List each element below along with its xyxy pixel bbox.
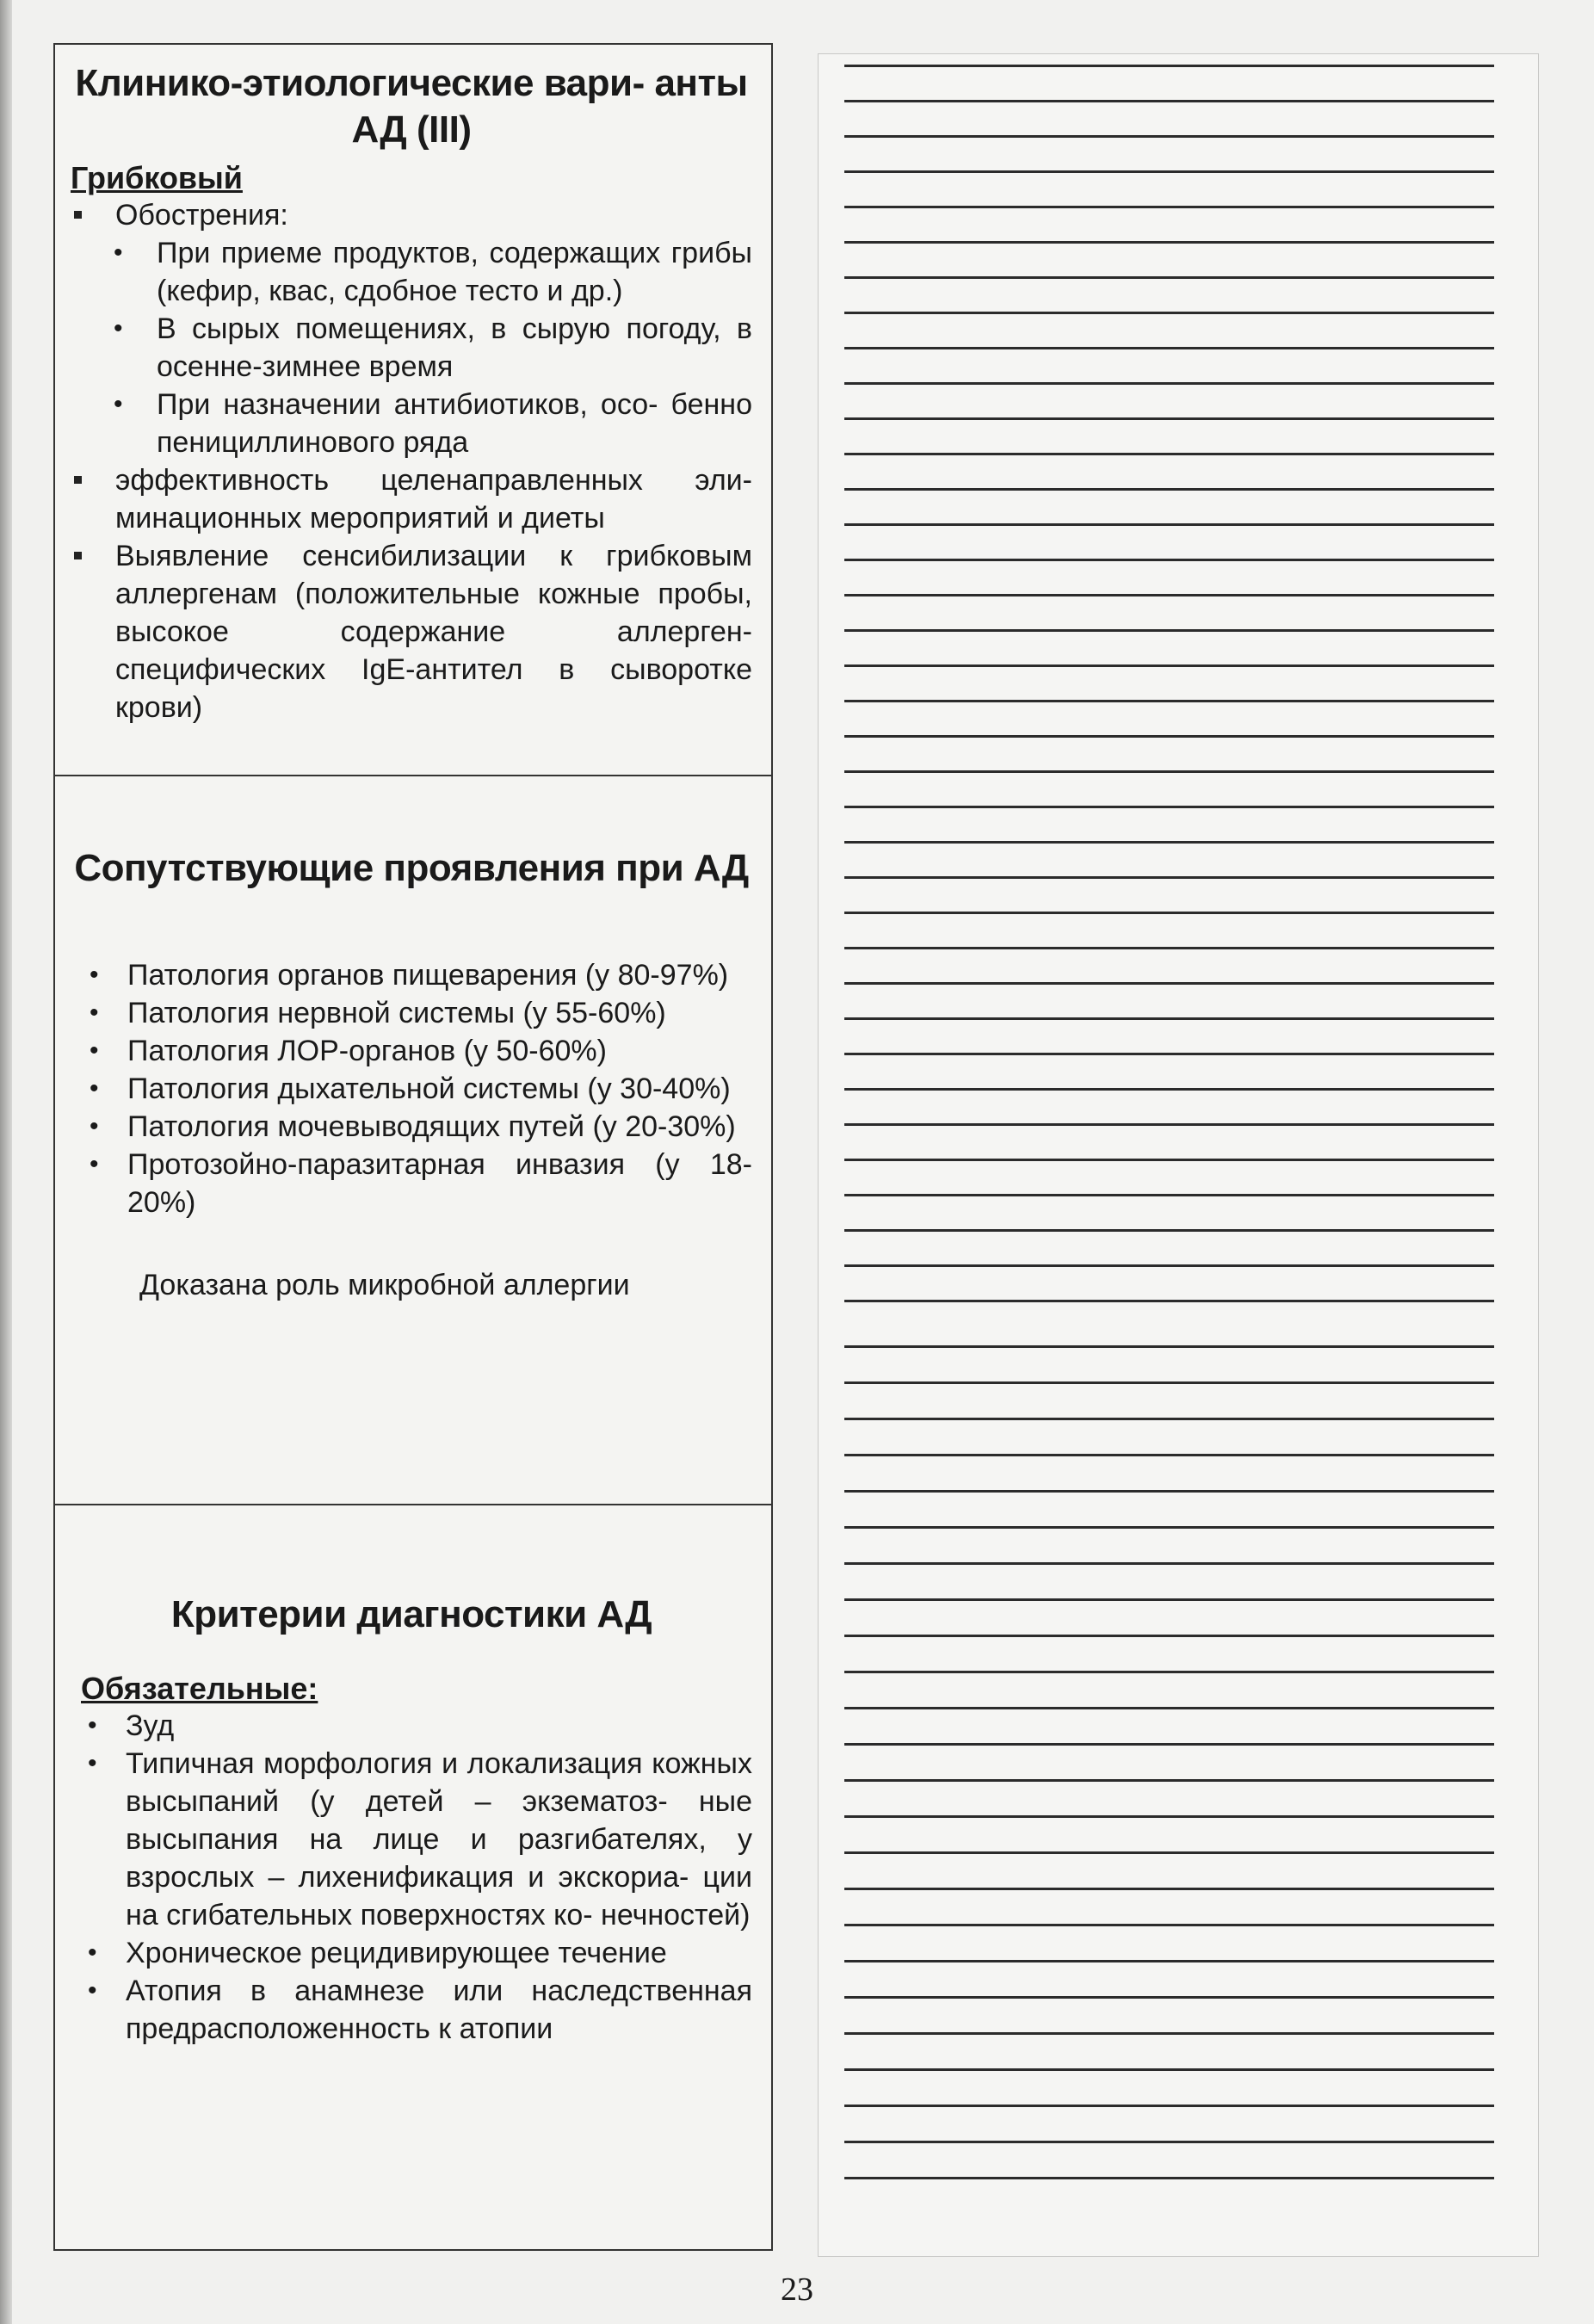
note-line: [844, 1053, 1494, 1055]
list-item: • Патология нервной системы (у 55-60%): [83, 994, 752, 1032]
note-line: [844, 1194, 1494, 1196]
list-item: • Патология ЛОР-органов (у 50-60%): [83, 1032, 752, 1070]
note-line: [844, 347, 1494, 349]
list-item: • Протозойно-паразитарная инвазия (у 18-20%): [83, 1146, 752, 1221]
exacerbation-list: [71, 234, 752, 461]
note-line: [844, 770, 1494, 773]
note-line: [844, 523, 1494, 526]
exacerbation-label: Обострения:: [115, 199, 288, 232]
note-line: [844, 1924, 1494, 1926]
note-line: [844, 2105, 1494, 2107]
criteria-list: [71, 1707, 752, 2048]
list-item: [71, 196, 752, 461]
note-line: [844, 206, 1494, 208]
note-line: [844, 1264, 1494, 1267]
note-line: [844, 276, 1494, 279]
note-line: [844, 1381, 1494, 1384]
list-item: эффективность целенаправленных эли- минационных мероприятий и диеты: [71, 461, 752, 537]
note-line: [844, 1229, 1494, 1232]
slide-diagnostic-criteria: [55, 1505, 771, 2249]
note-line: [844, 2032, 1494, 2035]
note-line: [844, 1490, 1494, 1493]
note-line: [844, 1123, 1494, 1126]
note-line: [844, 1779, 1494, 1782]
note-line: [844, 241, 1494, 244]
note-line: [844, 1017, 1494, 1020]
list-item: • Хроническое рецидивирующее течение: [81, 1934, 752, 1972]
note-line: [844, 2141, 1494, 2143]
note-line: [844, 1707, 1494, 1709]
note-line: [844, 841, 1494, 844]
note-line: [844, 876, 1494, 879]
list-item: • Патология мочевыводящих путей (у 20-30%): [83, 1108, 752, 1146]
note-line: [844, 1851, 1494, 1854]
note-line: [844, 2177, 1494, 2179]
note-line: [844, 1418, 1494, 1420]
note-line: [844, 559, 1494, 561]
note-line: [844, 312, 1494, 314]
note-line: [844, 735, 1494, 738]
note-line: [844, 664, 1494, 667]
slide-title: Клинико-этиологические вари- анты АД (III): [75, 62, 748, 151]
note-line: [844, 1526, 1494, 1529]
list-item: • Патология органов пищеварения (у 80-97%): [83, 956, 752, 994]
note-line: [844, 700, 1494, 702]
list-item: • Типичная морфология и локализация кожных высыпаний (у детей – экзематоз- ные высыпания на лице и разгибателях, у взрослых – лихенификация и экскориа- ции на сгибательных поверхностях ко- нечностей): [81, 1745, 752, 1934]
note-line: [844, 1996, 1494, 1999]
note-line: [844, 594, 1494, 596]
note-line: [844, 947, 1494, 949]
note-line: [844, 1888, 1494, 1890]
note-line: [844, 100, 1494, 102]
slide-note: Доказана роль микробной аллергии: [139, 1269, 630, 1301]
list-item: • При приеме продуктов, содержащих грибы (кефир, квас, сдобное тесто и др.): [71, 234, 752, 310]
list-item: • В сырых помещениях, в сырую погоду, в осенне-зимнее время: [71, 310, 752, 386]
note-line: [844, 453, 1494, 455]
note-line: [844, 2068, 1494, 2071]
slides-column: [53, 43, 773, 2251]
note-line: [844, 629, 1494, 632]
note-line: [844, 1671, 1494, 1673]
note-line: [844, 488, 1494, 491]
note-line: [844, 1454, 1494, 1456]
note-line: [844, 382, 1494, 385]
page-edge-shadow: [0, 0, 12, 2324]
note-line: [844, 1635, 1494, 1637]
slide-title: Критерии диагностики АД: [170, 1593, 652, 1635]
notes-column: [818, 53, 1539, 2257]
list-item: Выявление сенсибилизации к грибковым аллергенам (положительные кожные пробы, высокое содержание аллерген- специфических IgE-антител в сыворотке крови): [71, 537, 752, 726]
slide-fungal-variant: [55, 45, 771, 776]
page-number: 23: [781, 2271, 813, 2308]
slide-title: Сопутствующие проявления при АД: [74, 847, 749, 889]
note-line: [844, 1598, 1494, 1601]
note-line: [844, 982, 1494, 985]
note-line: [844, 1300, 1494, 1302]
note-line: [844, 1088, 1494, 1091]
note-line: [844, 65, 1494, 67]
note-line: [844, 1960, 1494, 1962]
slide-subheading: Грибковый: [71, 160, 243, 195]
note-line: [844, 417, 1494, 420]
criteria-list: [71, 196, 752, 726]
list-item: • Атопия в анамнезе или наследственная предрасположенность к атопии: [81, 1972, 752, 2048]
slide-comorbidities: [55, 776, 771, 1505]
note-line: [844, 1159, 1494, 1161]
note-line: [844, 170, 1494, 173]
note-line: [844, 806, 1494, 808]
note-line: [844, 135, 1494, 138]
comorbidity-list: [71, 956, 752, 1221]
list-item: • Патология дыхательной системы (у 30-40%): [83, 1070, 752, 1108]
slide-subheading: Обязательные:: [81, 1671, 318, 1706]
note-line: [844, 1815, 1494, 1818]
note-line: [844, 1562, 1494, 1565]
list-item: • Зуд: [81, 1707, 752, 1745]
note-line: [844, 912, 1494, 914]
note-line: [844, 1743, 1494, 1746]
list-item: • При назначении антибиотиков, осо- бенно пенициллинового ряда: [71, 386, 752, 461]
note-line: [844, 1345, 1494, 1348]
